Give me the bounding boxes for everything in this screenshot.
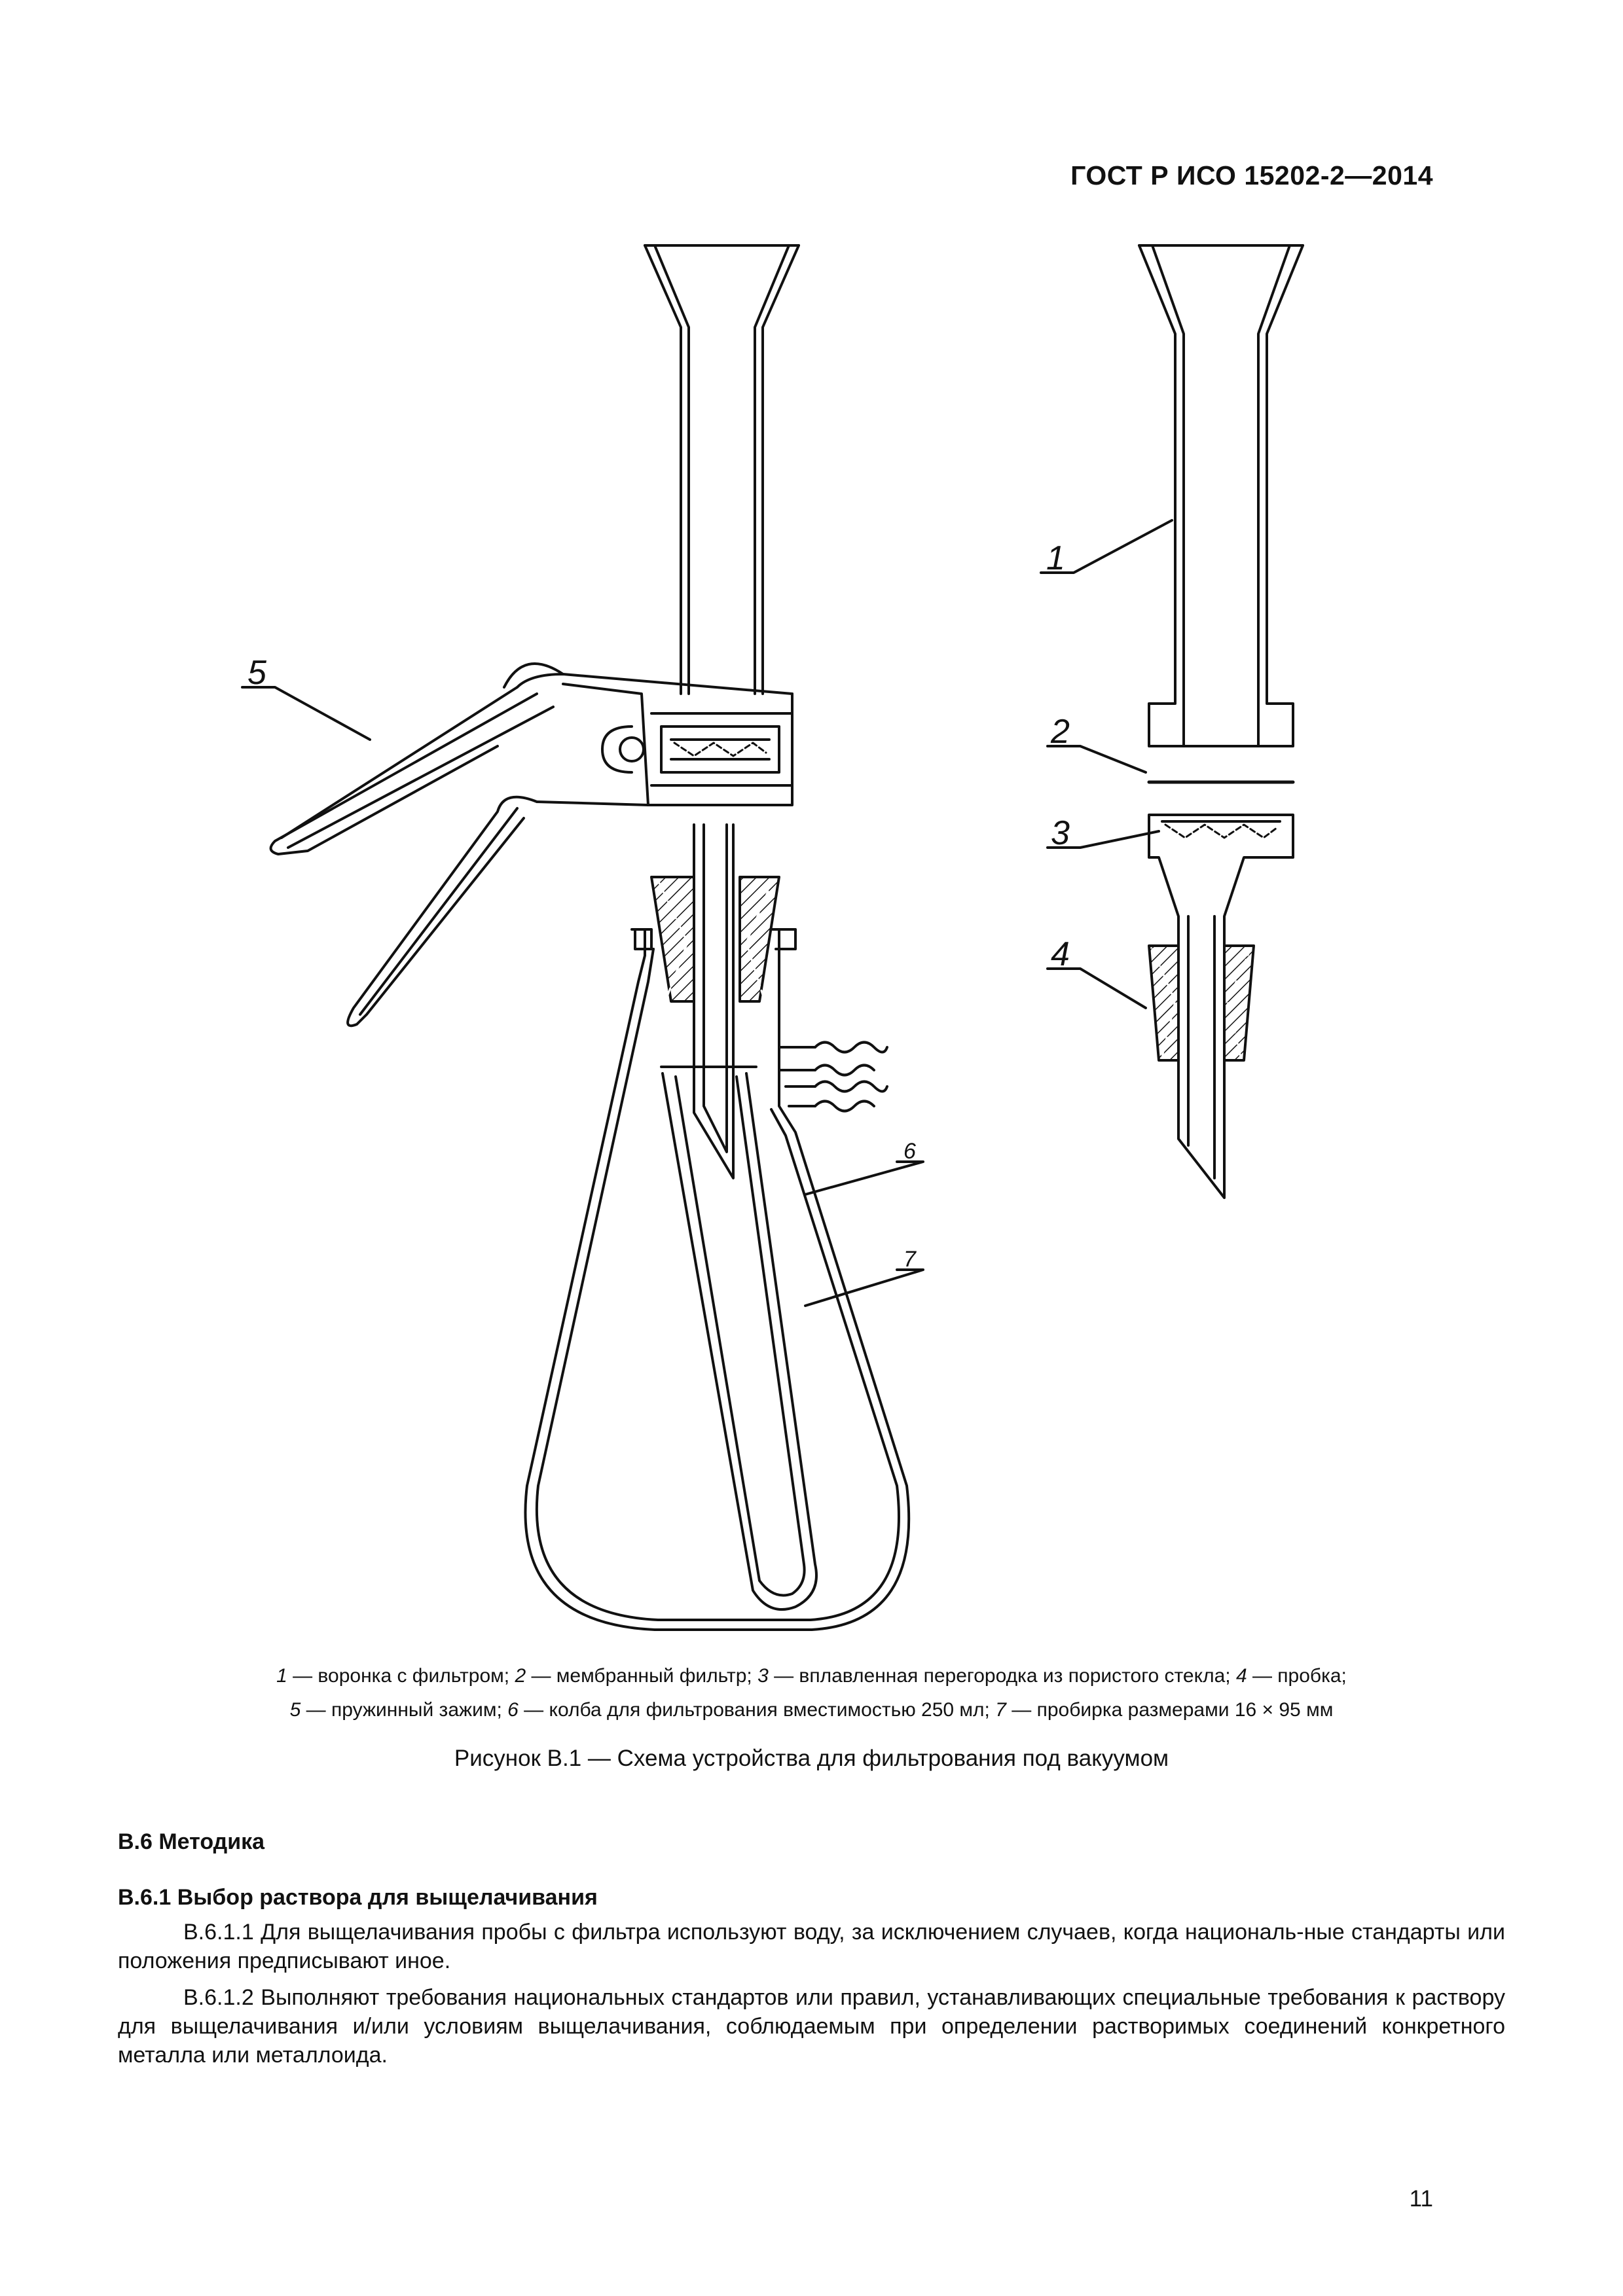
page-number: 11 xyxy=(1409,2186,1433,2212)
paragraph-b611: В.6.1.1 Для выщелачивания пробы с фильтра используют воду, за исключением случаев, когда националь-ные стандарты или положения предписывают иное. xyxy=(118,1920,1505,1973)
filter-flask xyxy=(525,929,909,1630)
label-2: 2 xyxy=(1051,713,1070,751)
legend-line-1: 1 — воронка с фильтром; 2 — мембранный фильтр; 3 — вплавленная перегородка из пористого стекла; 4 — пробка; xyxy=(276,1665,1347,1687)
label-5: 5 xyxy=(247,654,266,692)
rubber-stopper xyxy=(651,877,779,1001)
spring-clamp xyxy=(271,664,792,1026)
section-b61-heading: В.6.1 Выбор раствора для выщелачивания xyxy=(118,1885,598,1910)
funnel-with-filter xyxy=(645,245,799,694)
section-b6-heading: В.6 Методика xyxy=(118,1829,265,1854)
label-1: 1 xyxy=(1046,539,1065,577)
label-6: 6 xyxy=(903,1139,916,1164)
test-tube xyxy=(661,1067,816,1609)
label-3: 3 xyxy=(1051,814,1070,852)
legend-line-2: 5 — пружинный зажим; 6 — колба для фильтрования вместимостью 250 мл; 7 — пробирка размерами 16 × 95 мм xyxy=(289,1699,1334,1721)
label-7: 7 xyxy=(903,1247,916,1272)
figure-legend xyxy=(118,1659,1505,1727)
figure-caption: Рисунок В.1 — Схема устройства для фильтрования под вакуумом xyxy=(454,1746,1169,1771)
label-4: 4 xyxy=(1051,935,1070,973)
paragraph-b612: В.6.1.2 Выполняют требования национальных стандартов или правил, устанавливающих специальные требования к раствору для выщелачивания и/или условиям выщелачивания, соблюдаемым при определении растворимых соединений конкретного металла или металлоида. xyxy=(118,1985,1505,2068)
standard-code: ГОСТ Р ИСО 15202-2—2014 xyxy=(1070,160,1433,190)
